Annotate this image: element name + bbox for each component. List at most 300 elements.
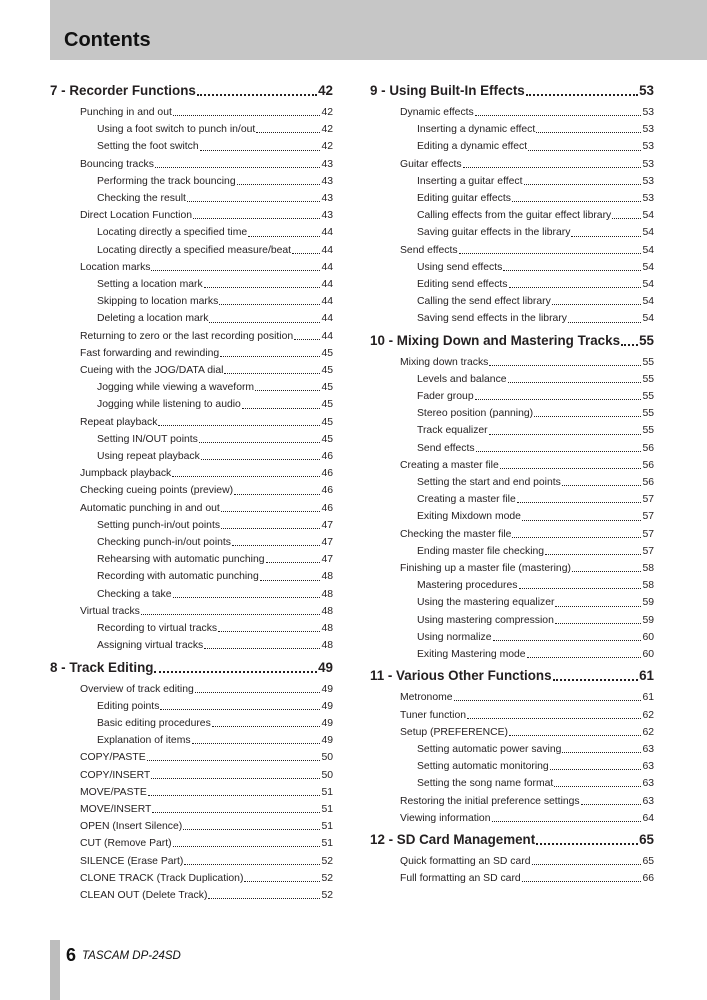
toc-entry[interactable] [50,551,333,568]
dot-leader [152,812,320,813]
toc-entry[interactable] [50,637,333,654]
entry-title: CLONE TRACK (Track Duplication) [80,872,244,884]
entry-title: Setup (PREFERENCE) [400,726,508,738]
entry-title: Exiting Mixdown mode [417,511,521,523]
toc-entry[interactable] [370,560,654,577]
toc-entry[interactable] [50,801,333,818]
toc-entry[interactable] [50,259,333,276]
page-ref: 58 [642,580,654,592]
page-ref: 54 [642,279,654,291]
dot-leader [204,648,320,649]
entry-title: Finishing up a master file (mastering) [400,563,571,575]
entry-title: Exiting Mastering mode [417,649,526,661]
entry-title: Setting the song name format [417,778,554,790]
entry-title: CLEAN OUT (Delete Track) [80,889,208,901]
chapter-title: 8 - Track Editing [50,659,154,675]
toc-entry[interactable] [370,689,654,706]
page-ref: 62 [642,726,654,738]
entry-title: Stereo position (panning) [417,408,534,420]
toc-entry[interactable] [370,354,654,371]
page-ref: 55 [639,332,654,348]
page-ref: 45 [321,399,333,411]
entry-title: Setting automatic monitoring [417,761,549,773]
toc-entry[interactable] [370,612,654,629]
toc-entry[interactable] [50,749,333,766]
page-ref: 44 [321,296,333,308]
page-ref: 50 [321,769,333,781]
toc-entry[interactable] [370,543,654,560]
toc-entry[interactable] [370,629,654,646]
dot-leader [192,743,321,744]
toc-entry[interactable] [370,775,654,792]
toc-entry[interactable] [370,207,654,224]
entry-title: Editing a dynamic effect [417,141,528,153]
dot-leader [489,434,642,435]
chapter-title: 11 - Various Other Functions [370,668,552,684]
page-ref: 55 [642,425,654,437]
dot-leader [148,795,321,796]
entry-title: Checking a take [97,588,172,600]
dot-leader [536,132,641,133]
page-header [50,0,707,60]
dot-leader [555,623,642,624]
dot-leader [463,167,642,168]
toc-entry[interactable] [50,568,333,585]
dot-leader [572,571,642,572]
toc-entry[interactable] [50,853,333,870]
toc-entry[interactable] [50,345,333,362]
dot-leader [553,679,639,681]
toc-entry[interactable] [50,767,333,784]
entry-title: Saving send effects in the library [417,313,567,325]
toc-entry[interactable] [370,104,654,121]
page-ref: 54 [642,210,654,222]
page-ref: 66 [642,873,654,885]
page-ref: 52 [321,872,333,884]
entry-title: Jumpback playback [80,468,172,480]
dot-leader [155,167,321,168]
page-ref: 65 [642,855,654,867]
toc-entry[interactable] [370,457,654,474]
page-ref: 61 [642,692,654,704]
dot-leader [219,304,320,305]
entry-title: Explanation of items [97,735,191,747]
page-ref: 45 [321,365,333,377]
toc-entry[interactable] [50,698,333,715]
dot-leader [141,614,321,615]
toc-entry[interactable] [370,138,654,155]
page-ref: 53 [642,175,654,187]
toc-chapter-heading[interactable] [370,332,654,350]
page-ref: 57 [642,511,654,523]
dot-leader [232,545,320,546]
page-ref: 59 [642,614,654,626]
toc-entry[interactable] [50,870,333,887]
toc-entry[interactable] [50,362,333,379]
entry-title: Recording with automatic punching [97,571,259,583]
page-ref: 63 [642,795,654,807]
page-ref: 63 [642,778,654,790]
chapter-title: 7 - Recorder Functions [50,83,196,98]
dot-leader [454,700,642,701]
page-ref: 42 [318,83,333,98]
toc-entry[interactable] [50,276,333,293]
footer-brand: TASCAM DP-24SD [82,950,181,962]
page-ref: 46 [321,468,333,480]
entry-title: Jogging while listening to audio [97,399,241,411]
toc-entry[interactable] [50,784,333,801]
entry-title: Deleting a location mark [97,313,209,325]
page-ref: 50 [321,752,333,764]
page-ref: 55 [642,356,654,368]
dot-leader [568,322,641,323]
page-ref: 49 [321,735,333,747]
toc-chapter-heading[interactable] [370,831,654,849]
dot-leader [248,236,320,237]
page-ref: 57 [642,494,654,506]
dot-leader [154,671,317,673]
toc-entry[interactable] [370,156,654,173]
toc-entry[interactable] [370,724,654,741]
toc-entry[interactable] [370,577,654,594]
dot-leader [509,735,641,736]
entry-title: Setting automatic power saving [417,743,562,755]
page-ref: 55 [642,391,654,403]
toc-entry[interactable] [50,207,333,224]
entry-title: Returning to zero or the last recording position [80,330,294,342]
entry-title: COPY/INSERT [80,769,151,781]
toc-entry[interactable] [370,707,654,724]
page-ref: 48 [321,623,333,635]
toc-entry[interactable] [50,465,333,482]
page-ref: 56 [642,477,654,489]
entry-title: Rehearsing with automatic punching [97,554,265,566]
toc-entry[interactable] [370,371,654,388]
toc-entry[interactable] [50,835,333,852]
toc-entry[interactable] [370,853,654,870]
entry-title: Using the mastering equalizer [417,597,555,609]
dot-leader [221,511,321,512]
toc-entry[interactable] [370,242,654,259]
entry-title: Inserting a dynamic effect [417,124,536,136]
dot-leader [200,150,321,151]
entry-title: COPY/PASTE [80,752,146,764]
dot-leader [193,218,320,219]
page-ref: 51 [321,821,333,833]
dot-leader [562,485,642,486]
toc-entry[interactable] [370,190,654,207]
toc-left-column [50,82,333,904]
entry-title: Send effects [400,244,458,256]
dot-leader [294,339,320,340]
entry-title: Saving guitar effects in the library [417,227,571,239]
page-ref: 46 [321,451,333,463]
page-ref: 57 [642,528,654,540]
toc-chapter-heading[interactable] [50,82,333,100]
page-ref: 54 [642,313,654,325]
entry-title: MOVE/INSERT [80,803,152,815]
entry-title: Using normalize [417,631,492,643]
toc-entry[interactable] [370,646,654,663]
toc-entry[interactable] [50,310,333,327]
dot-leader [524,184,642,185]
toc-entry[interactable] [50,104,333,121]
dot-leader [554,786,641,787]
dot-leader [197,94,317,96]
entry-title: Metronome [400,692,453,704]
dot-leader [475,115,642,116]
page-ref: 56 [642,459,654,471]
toc-entry[interactable] [370,405,654,422]
page-number: 6 [66,945,77,965]
entry-title: Locating directly a specified measure/beat [97,244,292,256]
dot-leader [187,201,320,202]
dot-leader [612,218,641,219]
toc-entry[interactable] [370,293,654,310]
toc-entry[interactable] [370,121,654,138]
footer-bar [50,940,60,1000]
dot-leader [522,881,642,882]
toc-entry[interactable] [370,422,654,439]
page-ref: 44 [321,330,333,342]
entry-title: Direct Location Function [80,210,193,222]
dot-leader [173,846,321,847]
entry-title: Recording to virtual tracks [97,623,218,635]
toc-entry[interactable] [50,887,333,904]
page-ref: 43 [321,175,333,187]
page-ref: 53 [642,107,654,118]
page-ref: 51 [321,803,333,815]
page-ref: 54 [642,244,654,256]
dot-leader [519,588,642,589]
page-ref: 53 [642,141,654,153]
toc-entry[interactable] [50,328,333,345]
toc-entry[interactable] [370,474,654,491]
toc-entry[interactable] [50,396,333,413]
toc-chapter-heading[interactable] [370,82,654,100]
toc-entry[interactable] [50,173,333,190]
entry-title: Assigning virtual tracks [97,640,204,652]
entry-title: Bouncing tracks [80,158,154,170]
entry-title: Setting the foot switch [97,141,199,153]
entry-title: Checking punch-in/out points [97,537,232,549]
toc-entry[interactable] [370,810,654,827]
entry-title: Quick formatting an SD card [400,855,531,867]
page-ref: 44 [321,261,333,273]
toc-entry[interactable] [50,681,333,698]
toc-chapter-heading[interactable] [370,667,654,685]
entry-title: Mastering procedures [417,580,518,592]
page-ref: 48 [321,640,333,652]
toc-entry[interactable] [370,388,654,405]
dot-leader [260,580,321,581]
toc-chapter-heading[interactable] [50,659,333,677]
dot-leader [256,132,320,133]
dot-leader [581,804,642,805]
toc-entry[interactable] [50,242,333,259]
page-ref: 44 [321,313,333,325]
dot-leader [173,597,321,598]
toc-entry[interactable] [370,310,654,327]
page-ref: 51 [321,786,333,798]
dot-leader [512,537,641,538]
toc-entry[interactable] [50,482,333,499]
toc-entry[interactable] [370,440,654,457]
page-ref: 58 [642,563,654,575]
toc-entry[interactable] [50,156,333,173]
toc-entry[interactable] [50,190,333,207]
dot-leader [221,528,320,529]
dot-leader [527,657,642,658]
page-ref: 43 [321,210,333,222]
page-ref: 49 [318,659,333,675]
dot-leader [173,115,321,116]
toc-entry[interactable] [370,870,654,887]
page-ref: 53 [642,193,654,205]
entry-title: Setting IN/OUT points [97,433,198,445]
page-ref: 43 [321,193,333,205]
toc-entry[interactable] [370,276,654,293]
dot-leader [552,304,642,305]
dot-leader [151,778,320,779]
entry-title: Guitar effects [400,158,462,170]
toc-entry[interactable] [50,534,333,551]
page-ref: 46 [321,485,333,497]
entry-title: MOVE/PASTE [80,786,147,798]
page-ref: 52 [321,889,333,901]
page-ref: 44 [321,244,333,256]
entry-title: Editing points [97,700,160,712]
page-ref: 46 [321,502,333,514]
toc-entry[interactable] [370,259,654,276]
page-ref: 63 [642,761,654,773]
toc-entry[interactable] [370,173,654,190]
dot-leader [209,322,320,323]
toc-entry[interactable] [370,508,654,525]
page-ref: 53 [639,83,654,98]
entry-title: Creating a master file [400,459,499,471]
toc-entry[interactable] [370,793,654,810]
entry-title: Editing guitar effects [417,193,511,205]
toc-entry[interactable] [50,517,333,534]
dot-leader [184,864,320,865]
toc-entry[interactable] [50,603,333,620]
entry-title: Levels and balance [417,373,507,385]
toc-entry[interactable] [50,121,333,138]
page-ref: 48 [321,571,333,583]
entry-title: Restoring the initial preference settings [400,795,580,807]
dot-leader [526,94,638,96]
dot-leader [493,640,642,641]
entry-title: Checking cueing points (preview) [80,485,234,497]
page-ref: 60 [642,649,654,661]
entry-title: OPEN (Insert Silence) [80,821,183,833]
page-ref: 65 [639,831,654,847]
entry-title: Setting punch-in/out points [97,519,221,531]
page-ref: 53 [642,158,654,170]
page-ref: 49 [321,683,333,695]
dot-leader [218,631,320,632]
entry-title: Full formatting an SD card [400,873,521,885]
dot-leader [545,554,641,555]
toc-entry[interactable] [370,594,654,611]
toc-entry[interactable] [50,224,333,241]
page-ref: 59 [642,597,654,609]
toc-entry[interactable] [50,293,333,310]
toc-entry[interactable] [370,491,654,508]
entry-title: Inserting a guitar effect [417,175,523,187]
dot-leader [158,425,320,426]
dot-leader [234,494,320,495]
dot-leader [244,881,320,882]
dot-leader [517,502,642,503]
toc-entry[interactable] [50,715,333,732]
entry-title: CUT (Remove Part) [80,838,172,850]
entry-title: Fast forwarding and rewinding [80,347,220,359]
toc-entry[interactable] [50,448,333,465]
entry-title: Using send effects [417,261,503,273]
dot-leader [509,287,642,288]
page-ref: 42 [321,141,333,153]
page-ref: 64 [642,812,654,824]
toc-entry[interactable] [370,224,654,241]
toc-entry[interactable] [50,138,333,155]
dot-leader [172,476,320,477]
page-ref: 54 [642,261,654,273]
toc-entry[interactable] [50,620,333,637]
dot-leader [208,898,320,899]
entry-title: Basic editing procedures [97,717,211,729]
page-ref: 54 [642,296,654,308]
dot-leader [237,184,321,185]
toc-entry[interactable] [50,586,333,603]
page-ref: 47 [321,519,333,531]
entry-title: Checking the master file [400,528,512,540]
page-ref: 44 [321,279,333,291]
dot-leader [489,365,641,366]
page-ref: 49 [321,700,333,712]
toc-entry[interactable] [50,431,333,448]
toc-entry[interactable] [50,732,333,749]
entry-title: Locating directly a specified time [97,227,248,239]
toc-entry[interactable] [50,414,333,431]
page-ref: 43 [321,158,333,170]
dot-leader [201,459,321,460]
entry-title: Viewing information [400,812,491,824]
dot-leader [467,718,641,719]
dot-leader [151,270,320,271]
dot-leader [459,253,642,254]
toc-entry[interactable] [50,818,333,835]
dot-leader [532,864,642,865]
toc-entry[interactable] [370,526,654,543]
toc-entry[interactable] [50,500,333,517]
dot-leader [522,520,641,521]
dot-leader [266,562,321,563]
dot-leader [220,356,320,357]
page-ref: 45 [321,382,333,394]
toc-entry[interactable] [370,741,654,758]
page-ref: 48 [321,605,333,617]
dot-leader [512,201,641,202]
page-ref: 55 [642,373,654,385]
dot-leader [147,760,321,761]
entry-title: Editing send effects [417,279,508,291]
page-ref: 45 [321,433,333,445]
toc-entry[interactable] [370,758,654,775]
page-ref: 45 [321,416,333,428]
toc-entry[interactable] [50,379,333,396]
